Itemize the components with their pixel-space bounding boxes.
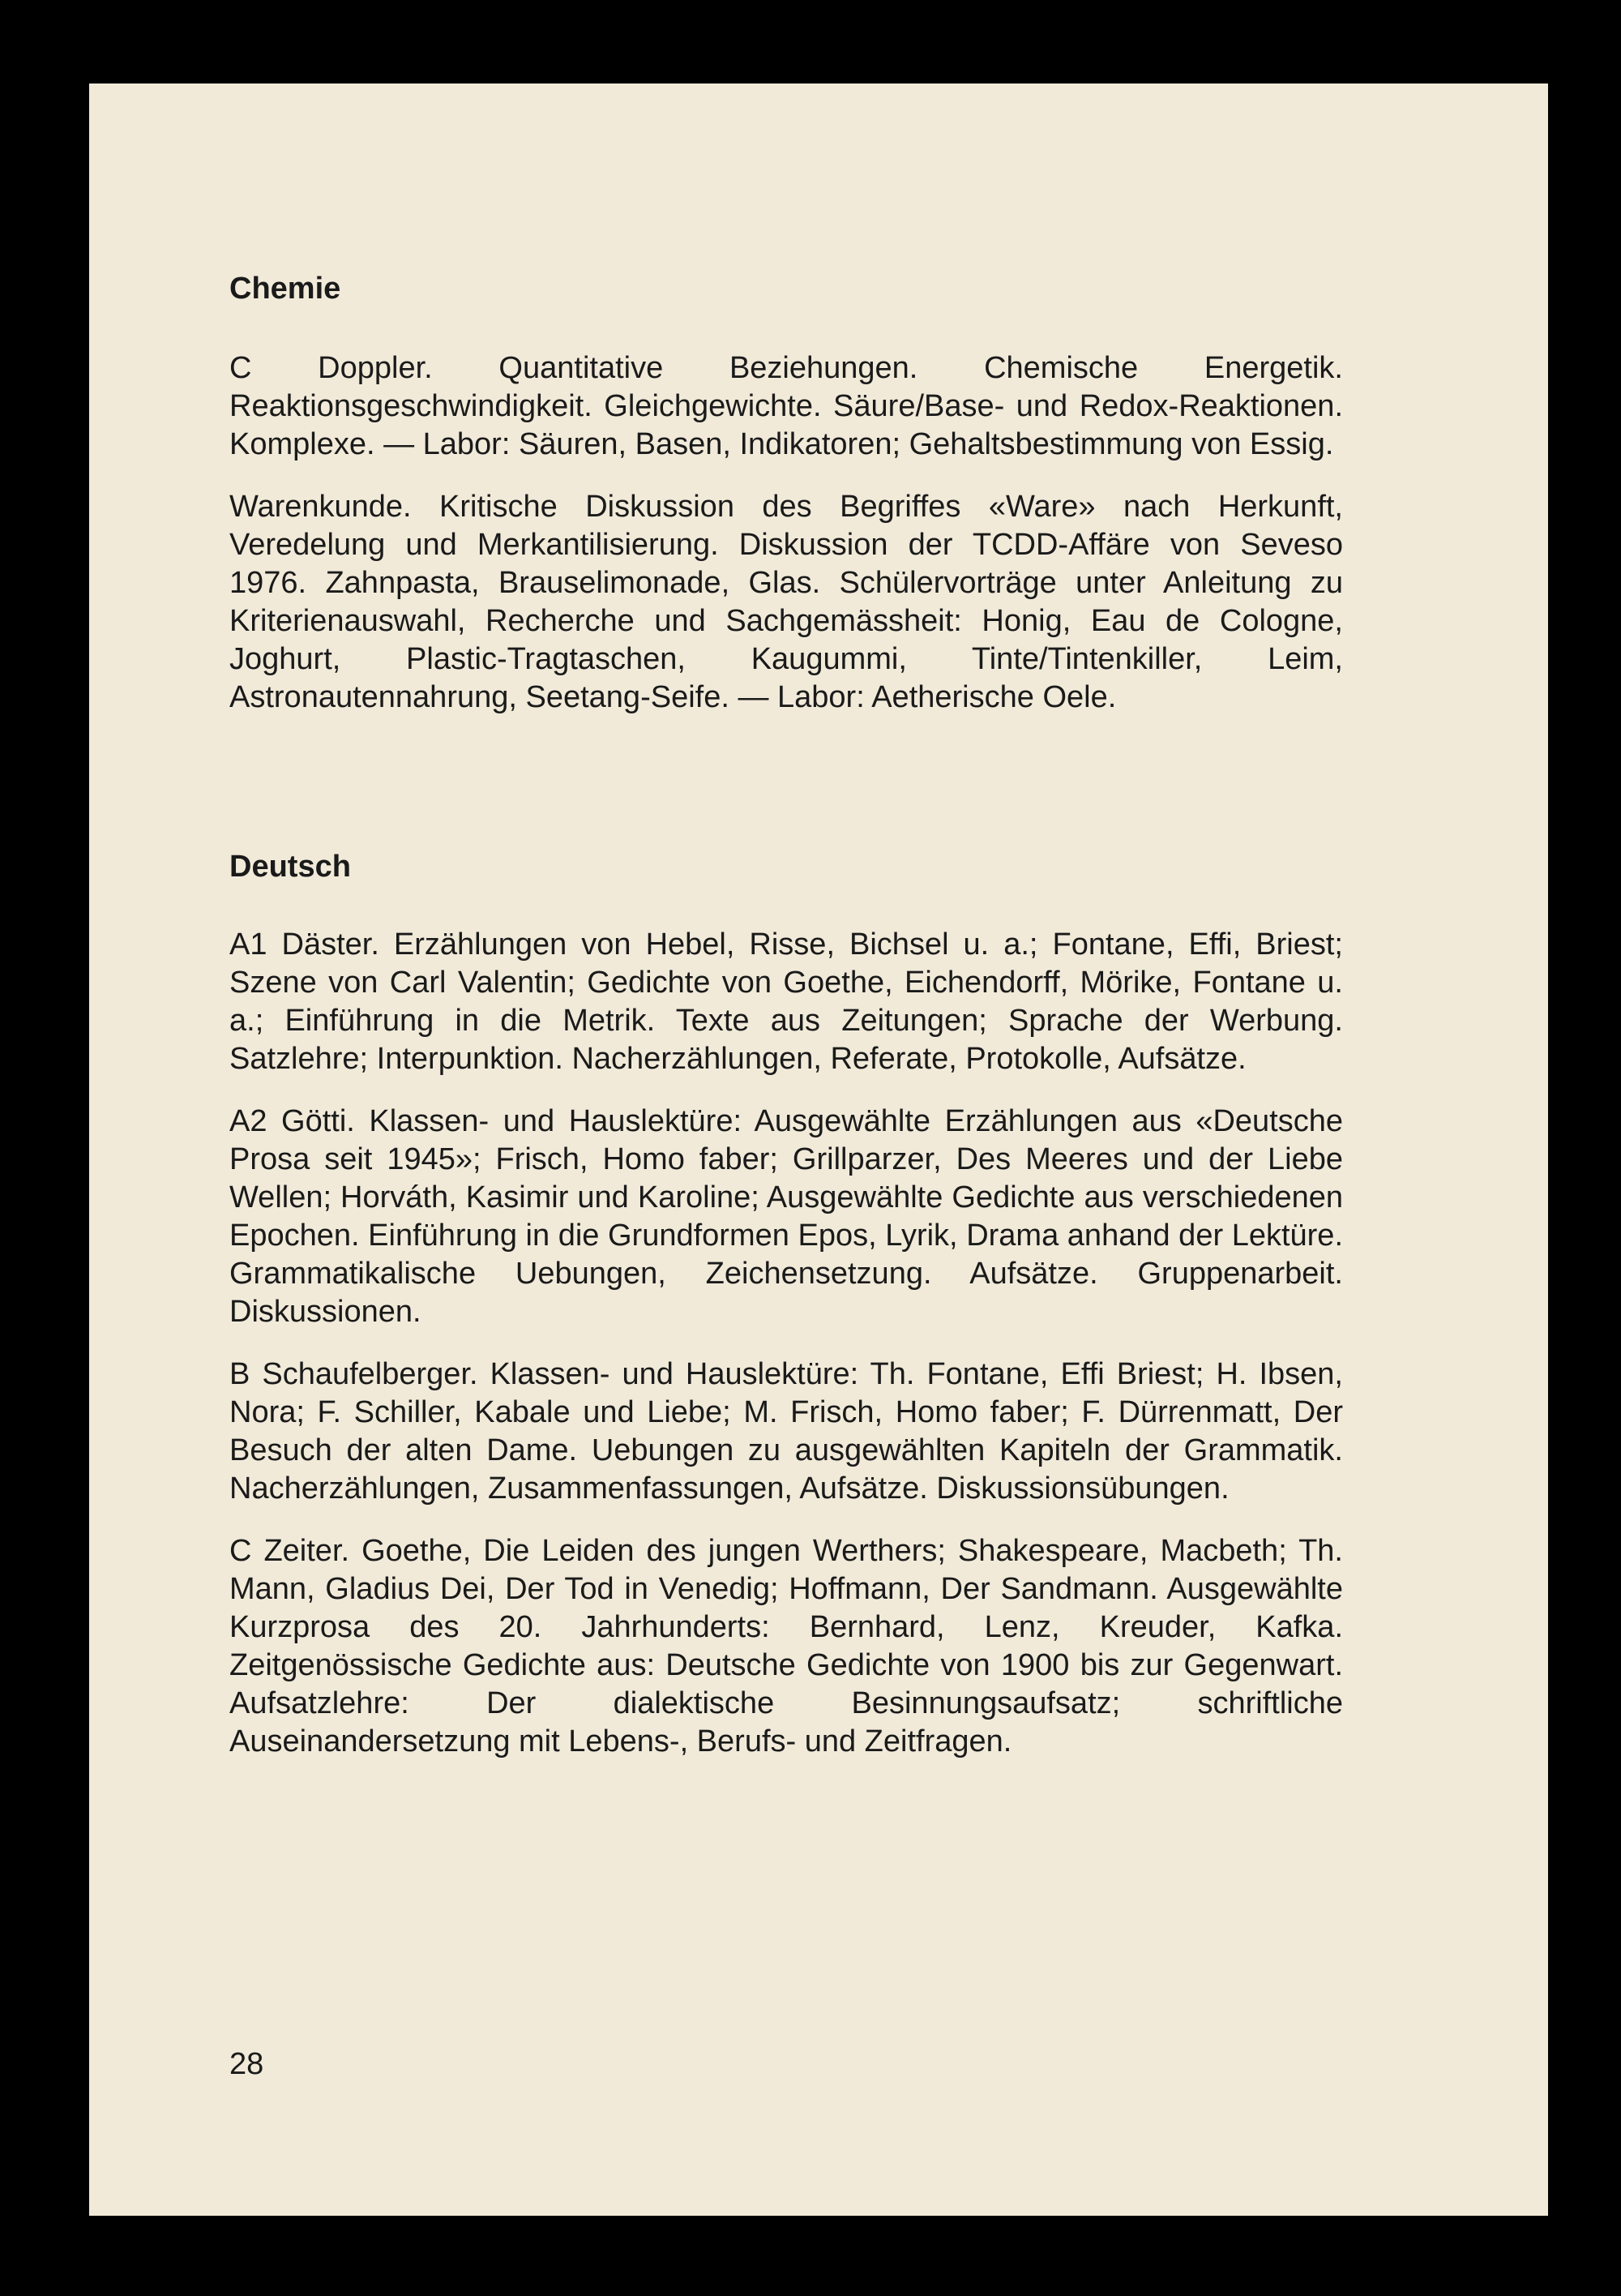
paragraph-deutsch-a2: A2 Götti. Klassen- und Hauslektüre: Ausgewählte Erzählungen aus «Deutsche Prosa seit 1945»; Frisch, Homo faber; Grillparzer, Des Meeres und der Liebe Wellen; Horváth, Kasimir und Karoline; Ausgewählte Gedichte aus verschiedenen Epochen. Einführung in die Grundformen Epos, Lyrik, Drama anhand der Lektüre. Grammatikalische Uebungen, Zeichensetzung. Aufsätze. Gruppenarbeit. Diskussionen. xyxy=(229,1104,1343,1329)
document-page xyxy=(89,84,1548,2216)
section-heading-chemie: Chemie xyxy=(229,272,341,306)
paragraph-chemie-warenkunde: Warenkunde. Kritische Diskussion des Begriffes «Ware» nach Herkunft, Veredelung und Merkantilisierung. Diskussion der TCDD-Affäre von Seveso 1976. Zahnpasta, Brauselimonade, Glas. Schülervorträge unter Anleitung zu Kriterienauswahl, Recherche und Sachgemässheit: Honig, Eau de Cologne, Joghurt, Plastic-Tragtaschen, Kaugummi, Tinte/Tintenkiller, Leim, Astronautennahrung, Seetang-Seife. — Labor: Aetherische Oele. xyxy=(229,490,1343,714)
page-number: 28 xyxy=(229,2047,264,2081)
paragraph-deutsch-c: C Zeiter. Goethe, Die Leiden des jungen Werthers; Shakespeare, Macbeth; Th. Mann, Gladius Dei, Der Tod in Venedig; Hoffmann, Der Sandmann. Ausgewählte Kurzprosa des 20. Jahrhunderts: Bernhard, Lenz, Kreuder, Kafka. Zeitgenössische Gedichte aus: Deutsche Gedichte von 1900 bis zur Gegenwart. Aufsatzlehre: Der dialektische Besinnungsaufsatz; schriftliche Auseinandersetzung mit Lebens-, Berufs- und Zeitfragen. xyxy=(229,1534,1343,1758)
section-heading-deutsch: Deutsch xyxy=(229,850,351,884)
paragraph-deutsch-a1: A1 Däster. Erzählungen von Hebel, Risse, Bichsel u. a.; Fontane, Effi, Briest; Szene von Carl Valentin; Gedichte von Goethe, Eichendorff, Mörike, Fontane u. a.; Einführung in die Metrik. Texte aus Zeitungen; Sprache der Werbung. Satzlehre; Interpunktion. Nacherzählungen, Referate, Protokolle, Aufsätze. xyxy=(229,927,1343,1076)
paragraph-deutsch-b: B Schaufelberger. Klassen- und Hauslektüre: Th. Fontane, Effi Briest; H. Ibsen, Nora; F. Schiller, Kabale und Liebe; M. Frisch, Homo faber; F. Dürrenmatt, Der Besuch der alten Dame. Uebungen zu ausgewählten Kapiteln der Grammatik. Nacherzählungen, Zusammenfassungen, Aufsätze. Diskussionsübungen. xyxy=(229,1357,1343,1506)
page-content xyxy=(229,270,1343,1761)
paragraph-chemie-doppler: C Doppler. Quantitative Beziehungen. Chemische Energetik. Reaktionsgeschwindigkeit. Gleichgewichte. Säure/Base- und Redox-Reaktionen. Komplexe. — Labor: Säuren, Basen, Indikatoren; Gehaltsbestimmung von Essig. xyxy=(229,351,1343,461)
